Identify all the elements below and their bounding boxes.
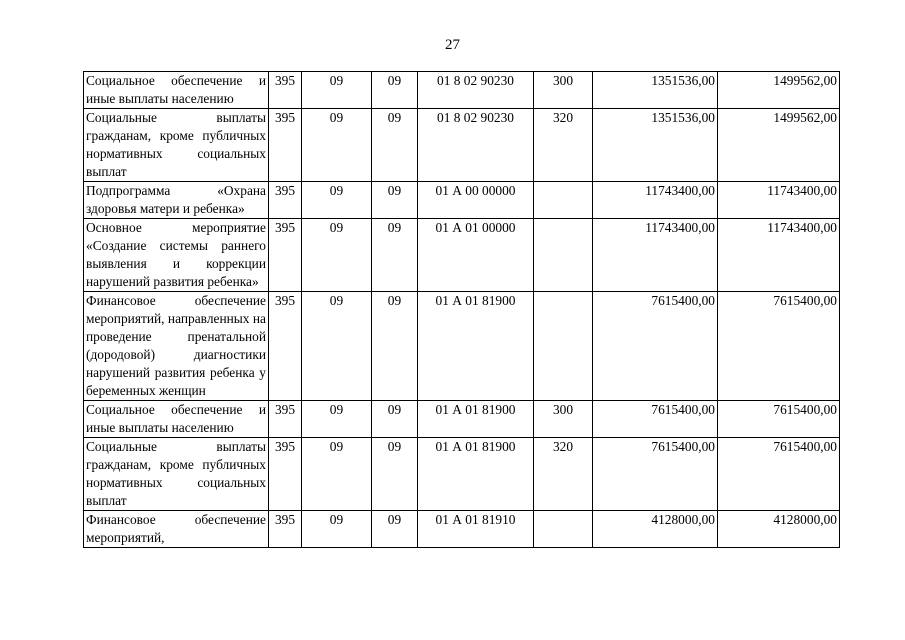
section-code: 09 <box>302 511 372 548</box>
department-code: 395 <box>269 219 302 292</box>
subsection-code: 09 <box>372 292 418 401</box>
expense-type-code <box>534 511 593 548</box>
target-item-code: 01 8 02 90230 <box>418 72 534 109</box>
amount-year-2: 1499562,00 <box>718 109 840 182</box>
subsection-code: 09 <box>372 401 418 438</box>
section-code: 09 <box>302 438 372 511</box>
subsection-code: 09 <box>372 511 418 548</box>
item-name: Основное мероприятие «Создание системы раннего выявления и коррекции нарушений развития ребенка» <box>84 219 269 292</box>
amount-year-1: 1351536,00 <box>593 109 718 182</box>
subsection-code: 09 <box>372 219 418 292</box>
section-code: 09 <box>302 182 372 219</box>
expense-type-code: 320 <box>534 438 593 511</box>
budget-table <box>83 71 840 548</box>
amount-year-1: 7615400,00 <box>593 438 718 511</box>
table-row <box>84 438 840 511</box>
table-row <box>84 401 840 438</box>
subsection-code: 09 <box>372 182 418 219</box>
section-code: 09 <box>302 401 372 438</box>
target-item-code: 01 А 01 81900 <box>418 438 534 511</box>
target-item-code: 01 А 01 81900 <box>418 401 534 438</box>
section-code: 09 <box>302 292 372 401</box>
expense-type-code <box>534 182 593 219</box>
page-number: 27 <box>445 37 460 53</box>
department-code: 395 <box>269 292 302 401</box>
expense-type-code <box>534 292 593 401</box>
amount-year-2: 4128000,00 <box>718 511 840 548</box>
expense-type-code: 300 <box>534 72 593 109</box>
table-row <box>84 511 840 548</box>
amount-year-1: 7615400,00 <box>593 292 718 401</box>
amount-year-1: 11743400,00 <box>593 219 718 292</box>
section-code: 09 <box>302 72 372 109</box>
target-item-code: 01 А 01 81910 <box>418 511 534 548</box>
target-item-code: 01 8 02 90230 <box>418 109 534 182</box>
department-code: 395 <box>269 511 302 548</box>
target-item-code: 01 А 01 00000 <box>418 219 534 292</box>
item-name: Социальное обеспечение и иные выплаты населению <box>84 401 269 438</box>
amount-year-1: 11743400,00 <box>593 182 718 219</box>
expense-type-code: 300 <box>534 401 593 438</box>
table-row <box>84 72 840 109</box>
table-row <box>84 292 840 401</box>
target-item-code: 01 А 01 81900 <box>418 292 534 401</box>
amount-year-1: 7615400,00 <box>593 401 718 438</box>
expense-type-code <box>534 219 593 292</box>
subsection-code: 09 <box>372 109 418 182</box>
department-code: 395 <box>269 109 302 182</box>
department-code: 395 <box>269 182 302 219</box>
section-code: 09 <box>302 219 372 292</box>
item-name: Социальные выплаты гражданам, кроме публичных нормативных социальных выплат <box>84 438 269 511</box>
amount-year-2: 1499562,00 <box>718 72 840 109</box>
table-row <box>84 182 840 219</box>
department-code: 395 <box>269 72 302 109</box>
item-name: Финансовое обеспечение мероприятий, направленных на проведение пренатальной (дородовой) диагностики нарушений развития ребенка у беременных женщин <box>84 292 269 401</box>
amount-year-1: 4128000,00 <box>593 511 718 548</box>
department-code: 395 <box>269 401 302 438</box>
section-code: 09 <box>302 109 372 182</box>
department-code: 395 <box>269 438 302 511</box>
subsection-code: 09 <box>372 72 418 109</box>
item-name: Подпрограмма «Охрана здоровья матери и ребенка» <box>84 182 269 219</box>
table-row <box>84 219 840 292</box>
table-row <box>84 109 840 182</box>
target-item-code: 01 А 00 00000 <box>418 182 534 219</box>
amount-year-2: 11743400,00 <box>718 219 840 292</box>
amount-year-2: 7615400,00 <box>718 438 840 511</box>
item-name: Социальное обеспечение и иные выплаты населению <box>84 72 269 109</box>
amount-year-2: 11743400,00 <box>718 182 840 219</box>
item-name: Социальные выплаты гражданам, кроме публичных нормативных социальных выплат <box>84 109 269 182</box>
subsection-code: 09 <box>372 438 418 511</box>
amount-year-2: 7615400,00 <box>718 292 840 401</box>
amount-year-2: 7615400,00 <box>718 401 840 438</box>
item-name: Финансовое обеспечение мероприятий, <box>84 511 269 548</box>
amount-year-1: 1351536,00 <box>593 72 718 109</box>
expense-type-code: 320 <box>534 109 593 182</box>
